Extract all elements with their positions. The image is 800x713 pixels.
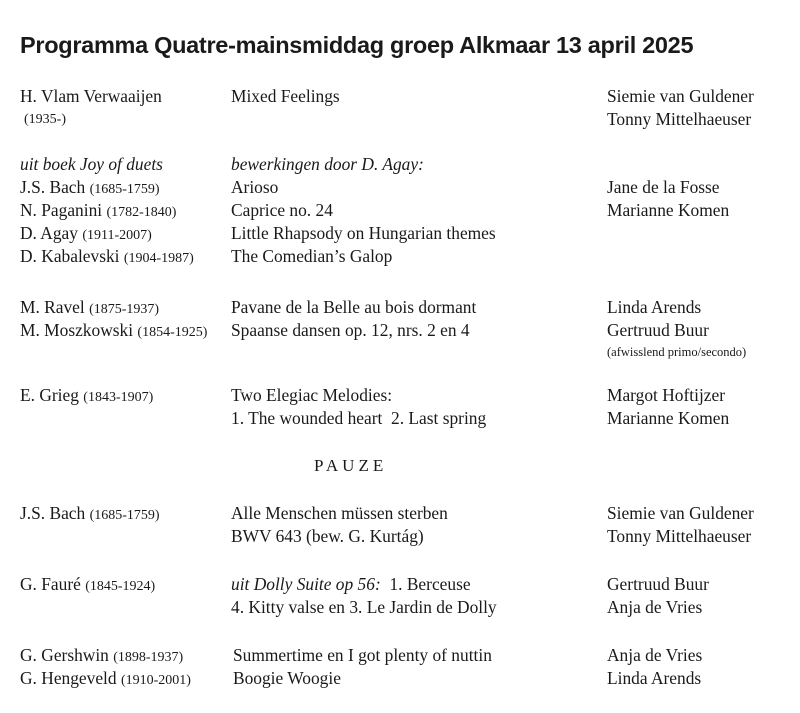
work-title: Little Rhapsody on Hungarian themes bbox=[231, 223, 496, 243]
program-item-grieg bbox=[0, 384, 800, 430]
work-title: Mixed Feelings bbox=[231, 86, 340, 106]
composer-dates: (1685-1759) bbox=[89, 508, 160, 523]
performer: Anja de Vries bbox=[607, 597, 703, 617]
composer-entry bbox=[20, 245, 194, 270]
composer-entry bbox=[20, 573, 155, 598]
composer-name: H. Vlam Verwaaijen bbox=[20, 86, 162, 106]
work-subtitle: 4. Kitty valse en 3. Le Jardin de Dolly bbox=[231, 597, 497, 617]
work-title: The Comedian’s Galop bbox=[231, 246, 393, 266]
composer-dates: (1935-) bbox=[24, 112, 66, 127]
composer-dates: (1843-1907) bbox=[83, 390, 154, 405]
composer-name: J.S. Bach bbox=[20, 503, 86, 523]
composer-name: D. Agay bbox=[20, 223, 78, 243]
composer-name: G. Hengeveld bbox=[20, 668, 117, 688]
composer-dates: (1685-1759) bbox=[89, 182, 160, 197]
work-title: Pavane de la Belle au bois dormant bbox=[231, 297, 477, 317]
program-item-vlam-verwaaijen bbox=[0, 85, 800, 131]
performer: Tonny Mittelhaeuser bbox=[607, 109, 752, 129]
composer-name: G. Fauré bbox=[20, 574, 81, 594]
performer: Anja de Vries bbox=[607, 645, 703, 665]
program-item-ravel-moszkowski bbox=[0, 296, 800, 362]
composer-entry bbox=[20, 384, 153, 409]
composer-dates: (1782-1840) bbox=[106, 205, 177, 220]
arranger-note: bewerkingen door D. Agay: bbox=[231, 154, 424, 174]
work-title: Spaanse dansen op. 12, nrs. 2 en 4 bbox=[231, 320, 470, 340]
performer: Linda Arends bbox=[607, 668, 702, 688]
performer: Gertruud Buur bbox=[607, 320, 709, 340]
performer: Marianne Komen bbox=[607, 200, 730, 220]
composer-name: M. Moszkowski bbox=[20, 320, 134, 340]
program-item-bach-chorale bbox=[0, 502, 800, 548]
work-title: Caprice no. 24 bbox=[231, 200, 333, 220]
work-title bbox=[231, 573, 471, 596]
composer-entry bbox=[20, 296, 159, 321]
work-movement: 1. Berceuse bbox=[389, 574, 471, 594]
composer-name: N. Paganini bbox=[20, 200, 103, 220]
composer-name: D. Kabalevski bbox=[20, 246, 120, 266]
composer-entry bbox=[20, 222, 152, 247]
performer: Tonny Mittelhaeuser bbox=[607, 526, 752, 546]
composer-dates: (1898-1937) bbox=[113, 650, 184, 665]
composer-entry bbox=[20, 502, 160, 527]
work-title: Boogie Woogie bbox=[233, 668, 341, 688]
performer-note: (afwisslend primo/secondo) bbox=[607, 345, 747, 359]
composer-dates: (1904-1987) bbox=[123, 251, 194, 266]
work-subtitle: 1. The wounded heart 2. Last spring bbox=[231, 408, 487, 428]
performer: Siemie van Guldener bbox=[607, 86, 754, 106]
composer-dates: (1910-2001) bbox=[120, 673, 191, 688]
composer-name: E. Grieg bbox=[20, 385, 79, 405]
performer: Siemie van Guldener bbox=[607, 503, 754, 523]
program-item-faure bbox=[0, 573, 800, 619]
composer-dates: (1845-1924) bbox=[85, 579, 156, 594]
composer-entry bbox=[20, 199, 176, 224]
performer: Linda Arends bbox=[607, 297, 702, 317]
program-item-joy-of-duets bbox=[0, 153, 800, 268]
composer-name: M. Ravel bbox=[20, 297, 85, 317]
composer-dates: (1854-1925) bbox=[137, 325, 208, 340]
page-title: Programma Quatre-mainsmiddag groep Alkmaar 13 april 2025 bbox=[20, 32, 694, 58]
program-item-gershwin-hengeveld bbox=[0, 644, 800, 690]
intermission-label: PAUZE bbox=[314, 456, 388, 475]
source-book: uit boek Joy of duets bbox=[20, 154, 163, 174]
composer-name: J.S. Bach bbox=[20, 177, 86, 197]
performer: Jane de la Fosse bbox=[607, 177, 720, 197]
work-title: Alle Menschen müssen sterben bbox=[231, 503, 448, 523]
performer: Gertruud Buur bbox=[607, 574, 709, 594]
work-subtitle: BWV 643 (bew. G. Kurtág) bbox=[231, 526, 424, 546]
work-title: Arioso bbox=[231, 177, 279, 197]
composer-entry bbox=[20, 644, 183, 669]
work-title: Two Elegiac Melodies: bbox=[231, 385, 393, 405]
composer-name: G. Gershwin bbox=[20, 645, 109, 665]
composer-entry bbox=[20, 319, 207, 344]
performer: Marianne Komen bbox=[607, 408, 730, 428]
work-title: Summertime en I got plenty of nuttin bbox=[233, 645, 492, 665]
performer: Margot Hoftijzer bbox=[607, 385, 725, 405]
composer-dates: (1875-1937) bbox=[89, 302, 160, 317]
composer-dates: (1911-2007) bbox=[82, 228, 152, 243]
composer-entry bbox=[20, 176, 160, 201]
composer-entry bbox=[20, 667, 191, 692]
work-source: uit Dolly Suite op 56: bbox=[231, 574, 381, 594]
